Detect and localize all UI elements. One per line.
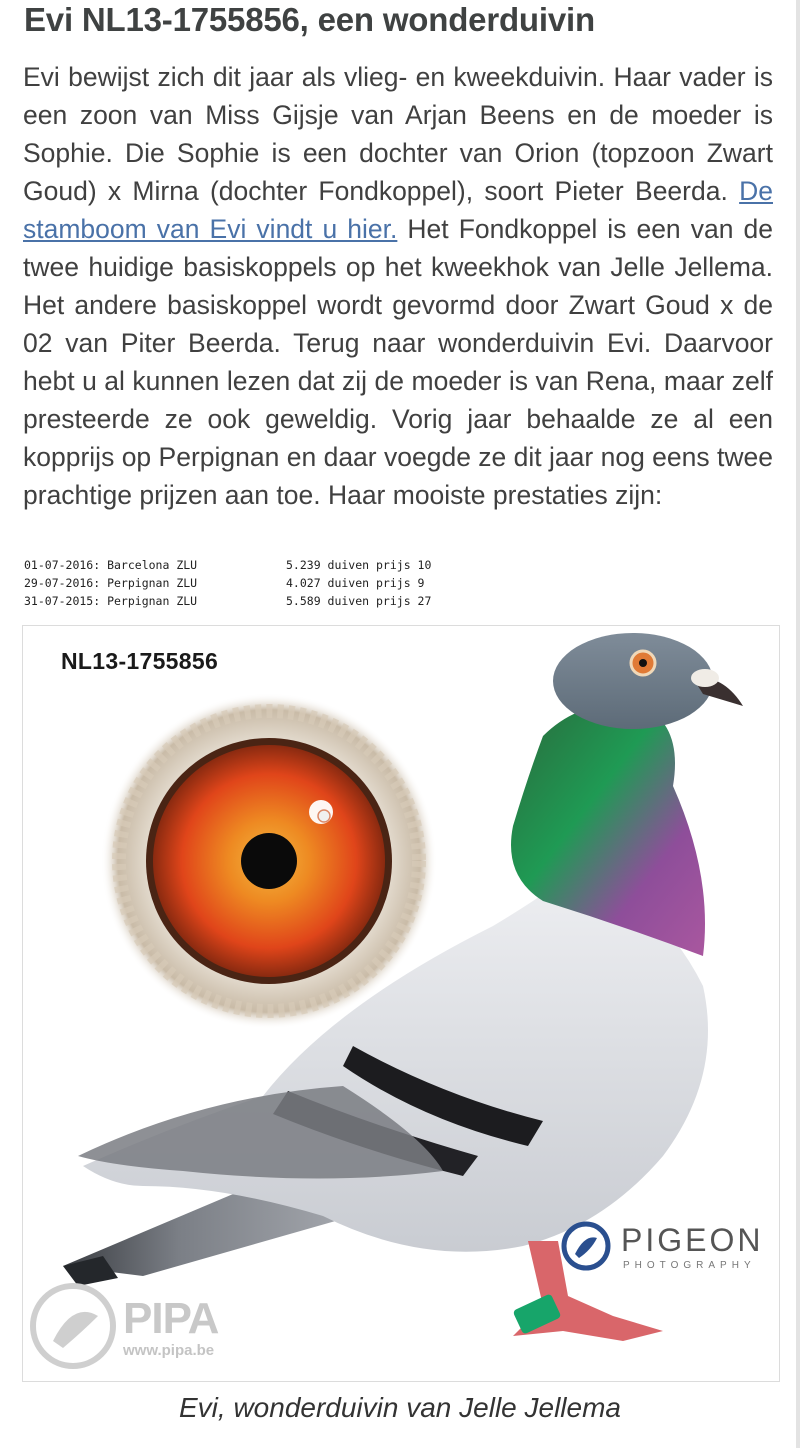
pigeon-photography-logo-sub: PHOTOGRAPHY — [623, 1260, 756, 1271]
results-table — [24, 556, 431, 610]
race-cell: 29-07-2016: Perpignan ZLU — [24, 576, 198, 590]
body-text-part1: Evi bewijst zich dit jaar als vlieg- en kweekduivin. Haar vader is een zoon van Miss Gijsje van Arjan Beens en de moeder is Sophie. Die Sophie is een dochter van Orion (topzoon Zwart Goud) x Mirna (dochter Fondkoppel), soort Pieter Beerda. — [23, 62, 773, 206]
body-text-part2: Het Fondkoppel is een van de twee huidige basiskoppels op het kweekhok van Jelle Jellema. Het andere basiskoppel wordt gevormd door Zwart Goud x de 02 van Piter Beerda. Terug naar wonderduivin Evi. Daarvoor hebt u al kunnen lezen dat zij de moeder is van Rena, maar zelf presteerde ze ook geweldig. Vorig jaar behaalde ze al een kopprijs op Perpignan en daar voegde ze dit jaar nog eens twee prachtige prijzen aan toe. Haar mooiste prestaties zijn: — [23, 214, 773, 510]
ring-number-label: NL13-1755856 — [61, 648, 219, 674]
pedigree-link[interactable]: De stamboom van Evi vindt u hier. — [23, 176, 773, 244]
result-cell: 5.239 duiven prijs 10 — [286, 558, 432, 572]
pigeon-photography-logo-text: PIGEON — [621, 1222, 764, 1258]
result-cell: 4.027 duiven prijs 9 — [286, 576, 425, 590]
pigeon-photo[interactable] — [22, 625, 780, 1382]
article-body — [23, 58, 773, 514]
result-cell: 5.589 duiven prijs 27 — [286, 594, 432, 608]
pipa-logo-url: www.pipa.be — [123, 1342, 215, 1359]
race-cell: 31-07-2015: Perpignan ZLU — [24, 594, 198, 608]
photo-caption: Evi, wonderduivin van Jelle Jellema — [179, 1392, 621, 1423]
pigeon-head — [553, 633, 713, 729]
table-row — [24, 556, 431, 574]
pipa-logo-text: PIPA — [123, 1294, 219, 1343]
eye-pupil — [241, 833, 297, 889]
table-row — [24, 592, 431, 610]
race-cell: 01-07-2016: Barcelona ZLU — [24, 558, 198, 572]
article-title: Evi NL13-1755856, een wonderduivin — [24, 1, 595, 38]
table-row — [24, 574, 431, 592]
page-edge — [796, 0, 800, 1448]
